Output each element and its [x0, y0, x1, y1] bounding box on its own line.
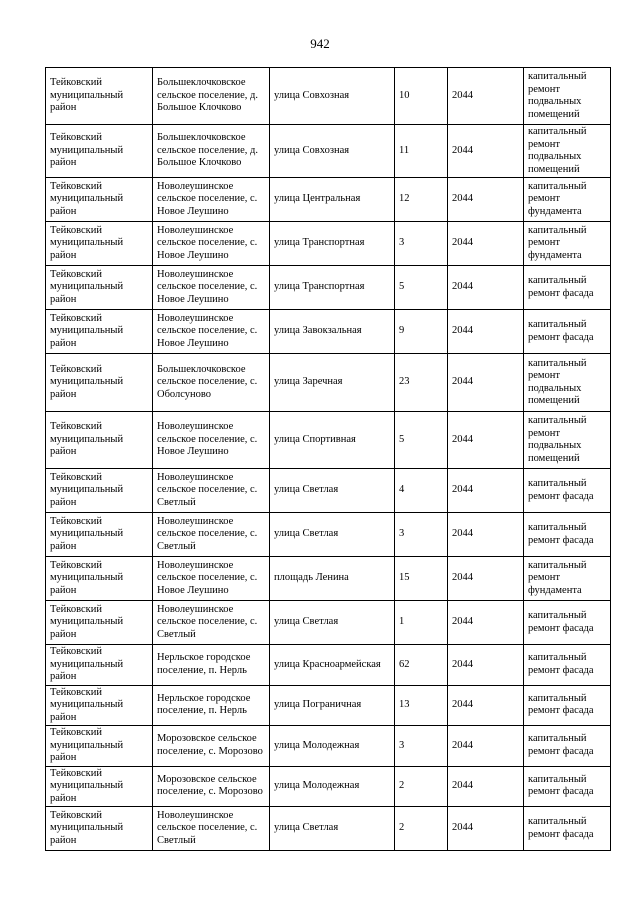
- table-row: [46, 68, 611, 125]
- street-cell: улица Светлая: [270, 513, 395, 557]
- settlement-cell: Морозовское сельское поселение, с. Морозово: [153, 726, 270, 767]
- year-cell: 2044: [448, 601, 524, 645]
- district-cell: Тейковский муниципальный район: [46, 222, 153, 266]
- house-number-cell: 13: [395, 685, 448, 726]
- settlement-cell: Большеклочковское сельское поселение, д. Большое Клочково: [153, 68, 270, 125]
- settlement-cell: Большеклочковское сельское поселение, с. Оболсуново: [153, 354, 270, 412]
- street-cell: улица Пограничная: [270, 685, 395, 726]
- house-number-cell: 2: [395, 766, 448, 807]
- work-type-cell: капитальный ремонт подвальных помещений: [524, 412, 611, 469]
- house-number-cell: 12: [395, 178, 448, 222]
- settlement-cell: Новолеушинское сельское поселение, с. Новое Леушино: [153, 412, 270, 469]
- house-number-cell: 23: [395, 354, 448, 412]
- district-cell: Тейковский муниципальный район: [46, 685, 153, 726]
- house-number-cell: 5: [395, 412, 448, 469]
- settlement-cell: Новолеушинское сельское поселение, с. Новое Леушино: [153, 266, 270, 310]
- district-cell: Тейковский муниципальный район: [46, 645, 153, 686]
- work-type-cell: капитальный ремонт фасада: [524, 601, 611, 645]
- year-cell: 2044: [448, 726, 524, 767]
- year-cell: 2044: [448, 766, 524, 807]
- table-body: [46, 68, 611, 851]
- table-row: [46, 685, 611, 726]
- table-row: [46, 601, 611, 645]
- settlement-cell: Морозовское сельское поселение, с. Морозово: [153, 766, 270, 807]
- table-row: [46, 766, 611, 807]
- house-number-cell: 15: [395, 557, 448, 601]
- work-type-cell: капитальный ремонт фасада: [524, 807, 611, 851]
- work-type-cell: капитальный ремонт подвальных помещений: [524, 354, 611, 412]
- street-cell: улица Центральная: [270, 178, 395, 222]
- street-cell: улица Совхозная: [270, 125, 395, 178]
- district-cell: Тейковский муниципальный район: [46, 807, 153, 851]
- house-number-cell: 3: [395, 513, 448, 557]
- house-number-cell: 1: [395, 601, 448, 645]
- work-type-cell: капитальный ремонт фундамента: [524, 222, 611, 266]
- year-cell: 2044: [448, 310, 524, 354]
- settlement-cell: Новолеушинское сельское поселение, с. Новое Леушино: [153, 178, 270, 222]
- table-row: [46, 125, 611, 178]
- district-cell: Тейковский муниципальный район: [46, 766, 153, 807]
- house-number-cell: 2: [395, 807, 448, 851]
- street-cell: улица Молодежная: [270, 726, 395, 767]
- settlement-cell: Нерльское городское поселение, п. Нерль: [153, 645, 270, 686]
- year-cell: 2044: [448, 513, 524, 557]
- street-cell: улица Светлая: [270, 601, 395, 645]
- work-type-cell: капитальный ремонт фасада: [524, 645, 611, 686]
- district-cell: Тейковский муниципальный район: [46, 469, 153, 513]
- street-cell: улица Светлая: [270, 469, 395, 513]
- table-row: [46, 513, 611, 557]
- house-number-cell: 3: [395, 222, 448, 266]
- table-row: [46, 178, 611, 222]
- year-cell: 2044: [448, 266, 524, 310]
- district-cell: Тейковский муниципальный район: [46, 68, 153, 125]
- settlement-cell: Новолеушинское сельское поселение, с. Новое Леушино: [153, 310, 270, 354]
- district-cell: Тейковский муниципальный район: [46, 354, 153, 412]
- work-type-cell: капитальный ремонт фасада: [524, 513, 611, 557]
- year-cell: 2044: [448, 807, 524, 851]
- table-row: [46, 310, 611, 354]
- settlement-cell: Новолеушинское сельское поселение, с. Светлый: [153, 807, 270, 851]
- district-cell: Тейковский муниципальный район: [46, 266, 153, 310]
- table-row: [46, 557, 611, 601]
- year-cell: 2044: [448, 68, 524, 125]
- work-type-cell: капитальный ремонт фасада: [524, 726, 611, 767]
- settlement-cell: Большеклочковское сельское поселение, д. Большое Клочково: [153, 125, 270, 178]
- street-cell: улица Заречная: [270, 354, 395, 412]
- settlement-cell: Новолеушинское сельское поселение, с. Светлый: [153, 601, 270, 645]
- table-row: [46, 354, 611, 412]
- year-cell: 2044: [448, 125, 524, 178]
- work-type-cell: капитальный ремонт фасада: [524, 469, 611, 513]
- table-row: [46, 726, 611, 767]
- work-type-cell: капитальный ремонт фасада: [524, 766, 611, 807]
- year-cell: 2044: [448, 557, 524, 601]
- house-number-cell: 62: [395, 645, 448, 686]
- year-cell: 2044: [448, 222, 524, 266]
- street-cell: улица Завокзальная: [270, 310, 395, 354]
- settlement-cell: Новолеушинское сельское поселение, с. Светлый: [153, 513, 270, 557]
- district-cell: Тейковский муниципальный район: [46, 310, 153, 354]
- table-row: [46, 266, 611, 310]
- work-type-cell: капитальный ремонт подвальных помещений: [524, 125, 611, 178]
- district-cell: Тейковский муниципальный район: [46, 513, 153, 557]
- year-cell: 2044: [448, 178, 524, 222]
- district-cell: Тейковский муниципальный район: [46, 412, 153, 469]
- street-cell: площадь Ленина: [270, 557, 395, 601]
- district-cell: Тейковский муниципальный район: [46, 125, 153, 178]
- table-row: [46, 222, 611, 266]
- settlement-cell: Новолеушинское сельское поселение, с. Новое Леушино: [153, 557, 270, 601]
- table-row: [46, 645, 611, 686]
- year-cell: 2044: [448, 645, 524, 686]
- house-number-cell: 9: [395, 310, 448, 354]
- district-cell: Тейковский муниципальный район: [46, 178, 153, 222]
- house-number-cell: 10: [395, 68, 448, 125]
- year-cell: 2044: [448, 354, 524, 412]
- table-row: [46, 469, 611, 513]
- street-cell: улица Молодежная: [270, 766, 395, 807]
- work-type-cell: капитальный ремонт фундамента: [524, 557, 611, 601]
- house-number-cell: 4: [395, 469, 448, 513]
- house-number-cell: 3: [395, 726, 448, 767]
- street-cell: улица Транспортная: [270, 266, 395, 310]
- work-type-cell: капитальный ремонт фундамента: [524, 178, 611, 222]
- repair-schedule-table: [45, 67, 611, 851]
- work-type-cell: капитальный ремонт подвальных помещений: [524, 68, 611, 125]
- street-cell: улица Красноармейская: [270, 645, 395, 686]
- street-cell: улица Спортивная: [270, 412, 395, 469]
- table-row: [46, 807, 611, 851]
- work-type-cell: капитальный ремонт фасада: [524, 310, 611, 354]
- street-cell: улица Транспортная: [270, 222, 395, 266]
- year-cell: 2044: [448, 412, 524, 469]
- district-cell: Тейковский муниципальный район: [46, 557, 153, 601]
- district-cell: Тейковский муниципальный район: [46, 726, 153, 767]
- work-type-cell: капитальный ремонт фасада: [524, 685, 611, 726]
- settlement-cell: Новолеушинское сельское поселение, с. Светлый: [153, 469, 270, 513]
- settlement-cell: Новолеушинское сельское поселение, с. Новое Леушино: [153, 222, 270, 266]
- street-cell: улица Совхозная: [270, 68, 395, 125]
- year-cell: 2044: [448, 469, 524, 513]
- year-cell: 2044: [448, 685, 524, 726]
- house-number-cell: 11: [395, 125, 448, 178]
- settlement-cell: Нерльское городское поселение, п. Нерль: [153, 685, 270, 726]
- page-number: 942: [310, 36, 330, 51]
- table-row: [46, 412, 611, 469]
- work-type-cell: капитальный ремонт фасада: [524, 266, 611, 310]
- house-number-cell: 5: [395, 266, 448, 310]
- district-cell: Тейковский муниципальный район: [46, 601, 153, 645]
- street-cell: улица Светлая: [270, 807, 395, 851]
